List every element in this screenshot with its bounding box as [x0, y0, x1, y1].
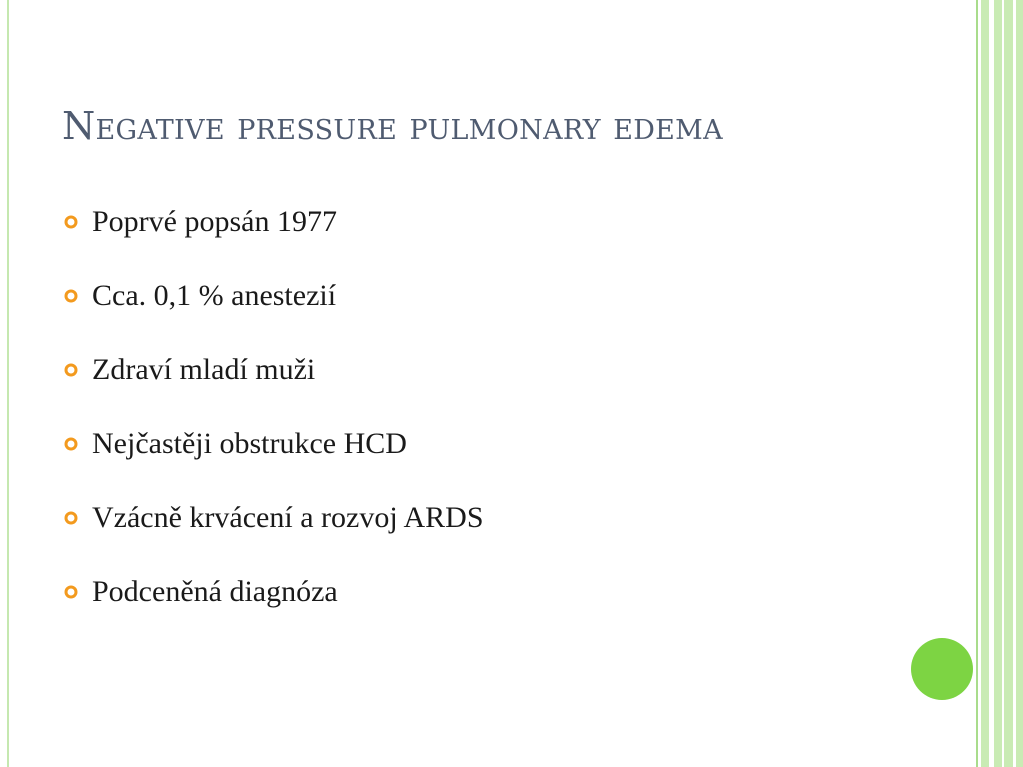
- bullet-text: Cca. 0,1 % anestezií: [92, 279, 337, 312]
- bullet-item: [64, 198, 484, 246]
- right-stripe: [994, 0, 1002, 767]
- bullet-list: [64, 198, 484, 642]
- right-stripe: [1004, 0, 1013, 767]
- bullet-text: Poprvé popsán 1977: [92, 205, 337, 238]
- bullet-text: Nejčastěji obstrukce HCD: [92, 427, 407, 460]
- orange-ring-bullet-icon: [64, 289, 78, 303]
- bullet-item: [64, 346, 484, 394]
- bullet-text: Vzácně krvácení a rozvoj ARDS: [92, 501, 484, 534]
- bullet-item: [64, 568, 484, 616]
- bullet-item: [64, 272, 484, 320]
- orange-ring-bullet-icon: [64, 437, 78, 451]
- bullet-item: [64, 420, 484, 468]
- green-circle-decoration: [911, 638, 973, 700]
- slide-title: Negative pressure pulmonary edema: [62, 104, 723, 148]
- orange-ring-bullet-icon: [64, 215, 78, 229]
- orange-ring-bullet-icon: [64, 511, 78, 525]
- left-border-line: [7, 0, 9, 767]
- orange-ring-bullet-icon: [64, 585, 78, 599]
- bullet-text: Zdraví mladí muži: [92, 353, 316, 386]
- bullet-text: Podceněná diagnóza: [92, 575, 338, 608]
- bullet-item: [64, 494, 484, 542]
- orange-ring-bullet-icon: [64, 363, 78, 377]
- right-stripe: [976, 0, 978, 767]
- right-stripe: [981, 0, 989, 767]
- right-stripe: [1016, 0, 1023, 767]
